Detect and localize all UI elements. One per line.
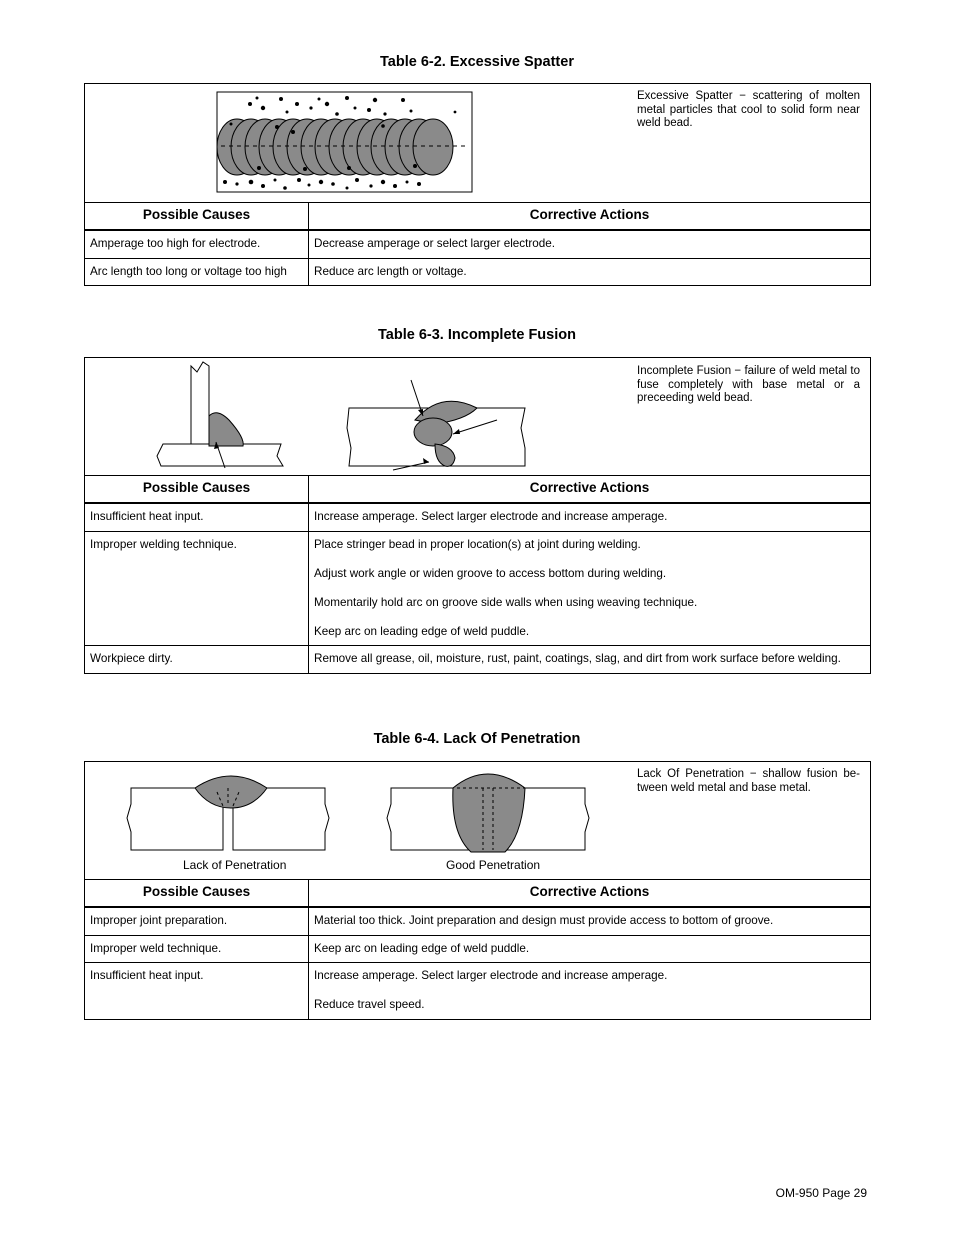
table-lack-of-penetration: [84, 761, 871, 1020]
action-text: Momentarily hold arc on groove side walls when using weaving technique.: [314, 595, 698, 609]
penetration-description: Lack Of Penetration − shallow fusion be-tween weld metal and base metal.: [637, 768, 860, 794]
spatter-description: Excessive Spatter − scattering of molten metal particles that cool to solid form near weld bead.: [637, 90, 860, 130]
action-text: Keep arc on leading edge of weld puddle.: [314, 624, 530, 638]
action-text: Place stringer bead in proper location(s) at joint during welding.: [314, 537, 641, 551]
table-title: Table 6-3. Incomplete Fusion: [378, 327, 576, 343]
action-text: Increase amperage. Select larger electrode and increase amperage.: [314, 969, 668, 982]
action-text: Material too thick. Joint preparation and design must provide access to bottom of groove.: [314, 914, 774, 927]
cause-cell: Arc length too long or voltage too high: [85, 259, 309, 286]
table-row: [85, 908, 870, 936]
table-row: [85, 646, 870, 673]
action-cell: [309, 936, 870, 963]
cause-cell: Improper joint preparation.: [85, 908, 309, 935]
table-incomplete-fusion: [84, 357, 871, 674]
cause-cell: Workpiece dirty.: [85, 646, 309, 673]
table-header: [85, 203, 870, 231]
cause-cell: Insufficient heat input.: [85, 504, 309, 531]
header-corrective-actions: Corrective Actions: [529, 480, 650, 495]
table-header: [85, 880, 870, 908]
table-header: [85, 476, 870, 504]
header-possible-causes: Possible Causes: [85, 880, 309, 906]
action-text: Decrease amperage or select larger electrode.: [314, 237, 556, 250]
header-corrective-actions: Corrective Actions: [529, 884, 650, 899]
cause-cell: Amperage too high for electrode.: [85, 231, 309, 258]
table-row: [85, 532, 870, 647]
page-footer: OM-950 Page 29: [775, 1186, 867, 1200]
table-title: Table 6-2. Excessive Spatter: [380, 54, 574, 70]
table-row: [85, 231, 870, 259]
action-cell: [309, 908, 870, 935]
header-possible-causes: Possible Causes: [85, 476, 309, 502]
fusion-description: Incomplete Fusion − failure of weld metal to fuse completely with base metal or a preceeding weld bead.: [637, 365, 860, 405]
cause-cell: Insufficient heat input.: [85, 963, 309, 1019]
table-row: [85, 504, 870, 532]
action-text: Reduce travel speed.: [314, 998, 425, 1011]
figure-row: [85, 84, 870, 203]
action-cell: [309, 231, 870, 258]
cause-cell: Improper weld technique.: [85, 936, 309, 963]
table-row: [85, 936, 870, 964]
table-row: [85, 963, 870, 1019]
header-corrective-actions: Corrective Actions: [529, 207, 650, 222]
header-possible-causes: Possible Causes: [85, 203, 309, 229]
action-text: Reduce arc length or voltage.: [314, 264, 467, 278]
action-text: Increase amperage. Select larger electrode and increase amperage.: [314, 510, 668, 523]
action-text: Adjust work angle or widen groove to access bottom during welding.: [314, 566, 667, 580]
action-cell: [309, 259, 870, 286]
cause-cell: Improper welding technique.: [85, 532, 309, 646]
lack-of-penetration-label: Lack of Penetration: [183, 858, 287, 872]
action-cell: [309, 532, 870, 646]
action-text: Keep arc on leading edge of weld puddle.: [314, 941, 530, 955]
action-text: Remove all grease, oil, moisture, rust, paint, coatings, slag, and dirt from work surface before welding.: [314, 652, 841, 665]
action-cell: [309, 963, 870, 1019]
table-title: Table 6-4. Lack Of Penetration: [373, 731, 581, 747]
action-cell: [309, 646, 870, 673]
action-cell: [309, 504, 870, 531]
table-excessive-spatter: [84, 83, 871, 286]
table-row: [85, 259, 870, 286]
figure-row: [85, 762, 870, 880]
figure-row: [85, 358, 870, 476]
good-penetration-label: Good Penetration: [446, 858, 541, 872]
